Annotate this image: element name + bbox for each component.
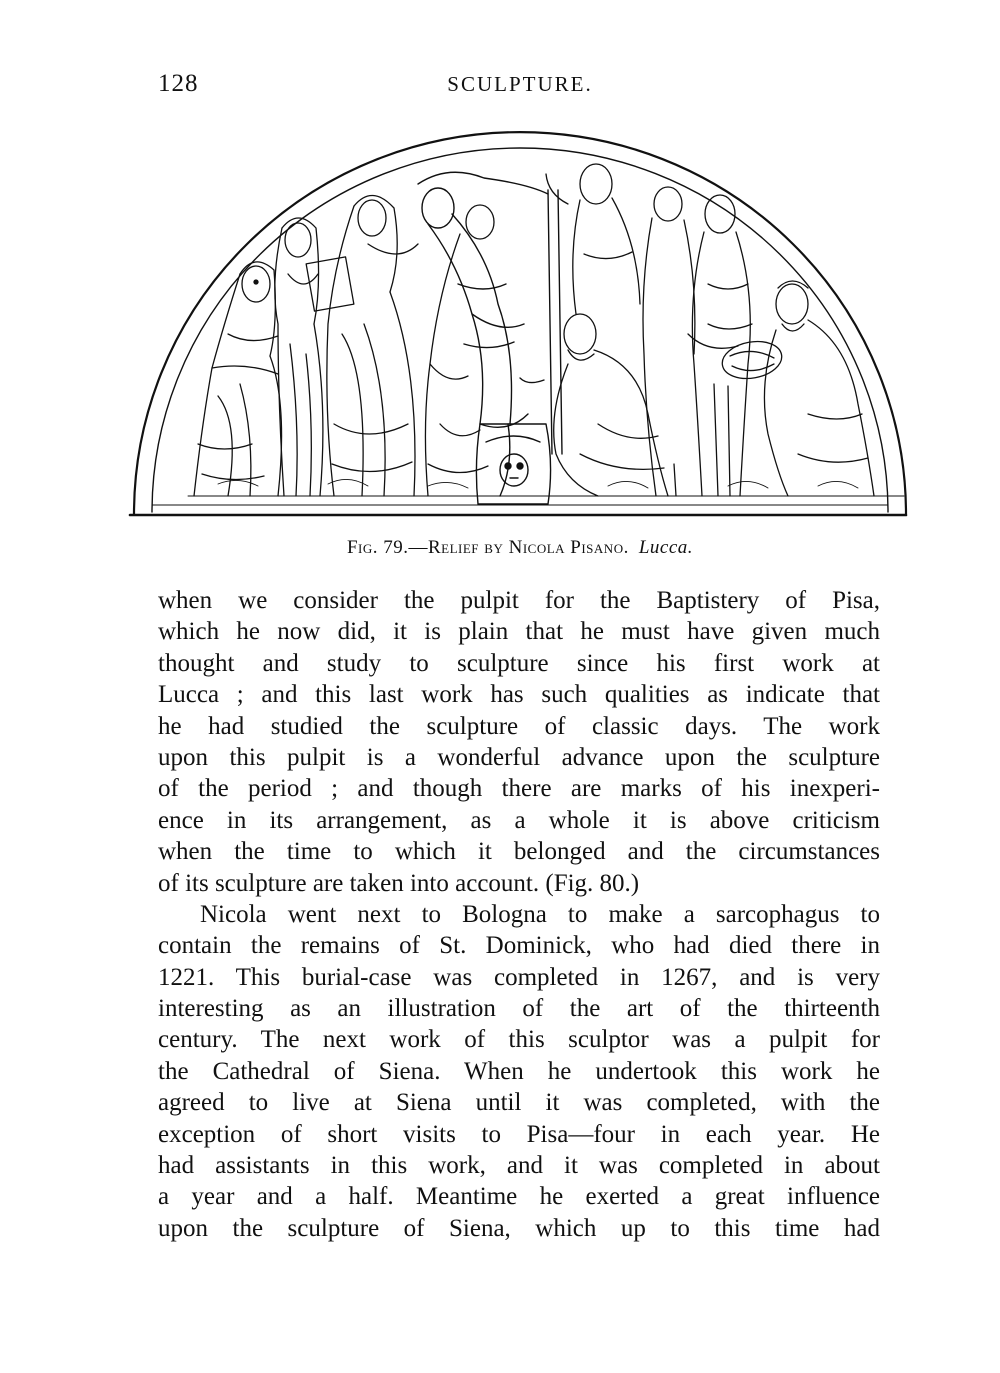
text-line: a year and a half. Meantime he exerted a great influence [158, 1183, 880, 1211]
text-line: when we consider the pulpit for the Baptistery of Pisa, [158, 587, 880, 614]
text-line: thought and study to sculpture since his first work at [158, 649, 880, 677]
text-line: Lucca ; and this last work has such qualities as indicate that [158, 681, 880, 709]
paragraph [158, 585, 880, 899]
text-line: 1221. This burial-case was completed in 1267, and is very [158, 963, 880, 991]
body-text [158, 585, 880, 1244]
altar-with-skull [476, 424, 550, 504]
text-line: of the period ; and though there are marks of his inexperi- [158, 775, 880, 803]
caption-label: Fig. 79.—Relief by Nicola Pisano. [346, 537, 629, 558]
figure-kneeling-woman [194, 262, 282, 496]
figure-supporting-man [425, 205, 494, 496]
text-line: contain the remains of St. Dominick, who had died there in [158, 932, 880, 960]
text-line: upon this pulpit is a wonderful advance upon the sculpture [158, 743, 880, 771]
text-line: when the time to which it belonged and the circumstances [158, 838, 880, 866]
text-line: Nicola went next to Bologna to make a sarcophagus to [200, 900, 880, 928]
running-head [158, 70, 882, 102]
text-line: had assistants in this work, and it was completed in about [158, 1152, 880, 1180]
text-line: interesting as an illustration of the art of the thirteenth [158, 995, 880, 1023]
text-line: exception of short visits to Pisa—four in each year. He [158, 1120, 880, 1148]
text-line: century. The next work of this sculptor was a pulpit for [158, 1026, 880, 1054]
text-line: of its sculpture are taken into account. (Fig. 80.) [158, 869, 640, 897]
lunette-inner-arch [152, 148, 888, 512]
figure-standing-woman [275, 218, 323, 496]
page-number: 128 [158, 70, 199, 97]
text-line: agreed to live at Siena until it was completed, with the [158, 1089, 880, 1117]
text-line: the Cathedral of Siena. When he undertook this work he [158, 1057, 880, 1085]
running-title: SCULPTURE. [447, 72, 593, 96]
lunette-outer-arch [134, 132, 906, 514]
paragraph [158, 899, 880, 1244]
text-line: upon the sculpture of Siena, which up to this time had [158, 1214, 880, 1242]
text-line: which he now did, it is plain that he must have given much [158, 618, 880, 646]
figure-seated-man-with-shield [719, 281, 874, 496]
text-line: he had studied the sculpture of classic days. The work [158, 712, 880, 740]
caption-place: Lucca. [638, 537, 694, 558]
figure-standing-men [643, 187, 752, 496]
relief-illustration [128, 124, 908, 520]
figure-caption [158, 537, 882, 559]
text-line: ence in its arrangement, as a whole it is above criticism [158, 806, 880, 834]
figure-deposed-christ [418, 172, 548, 496]
